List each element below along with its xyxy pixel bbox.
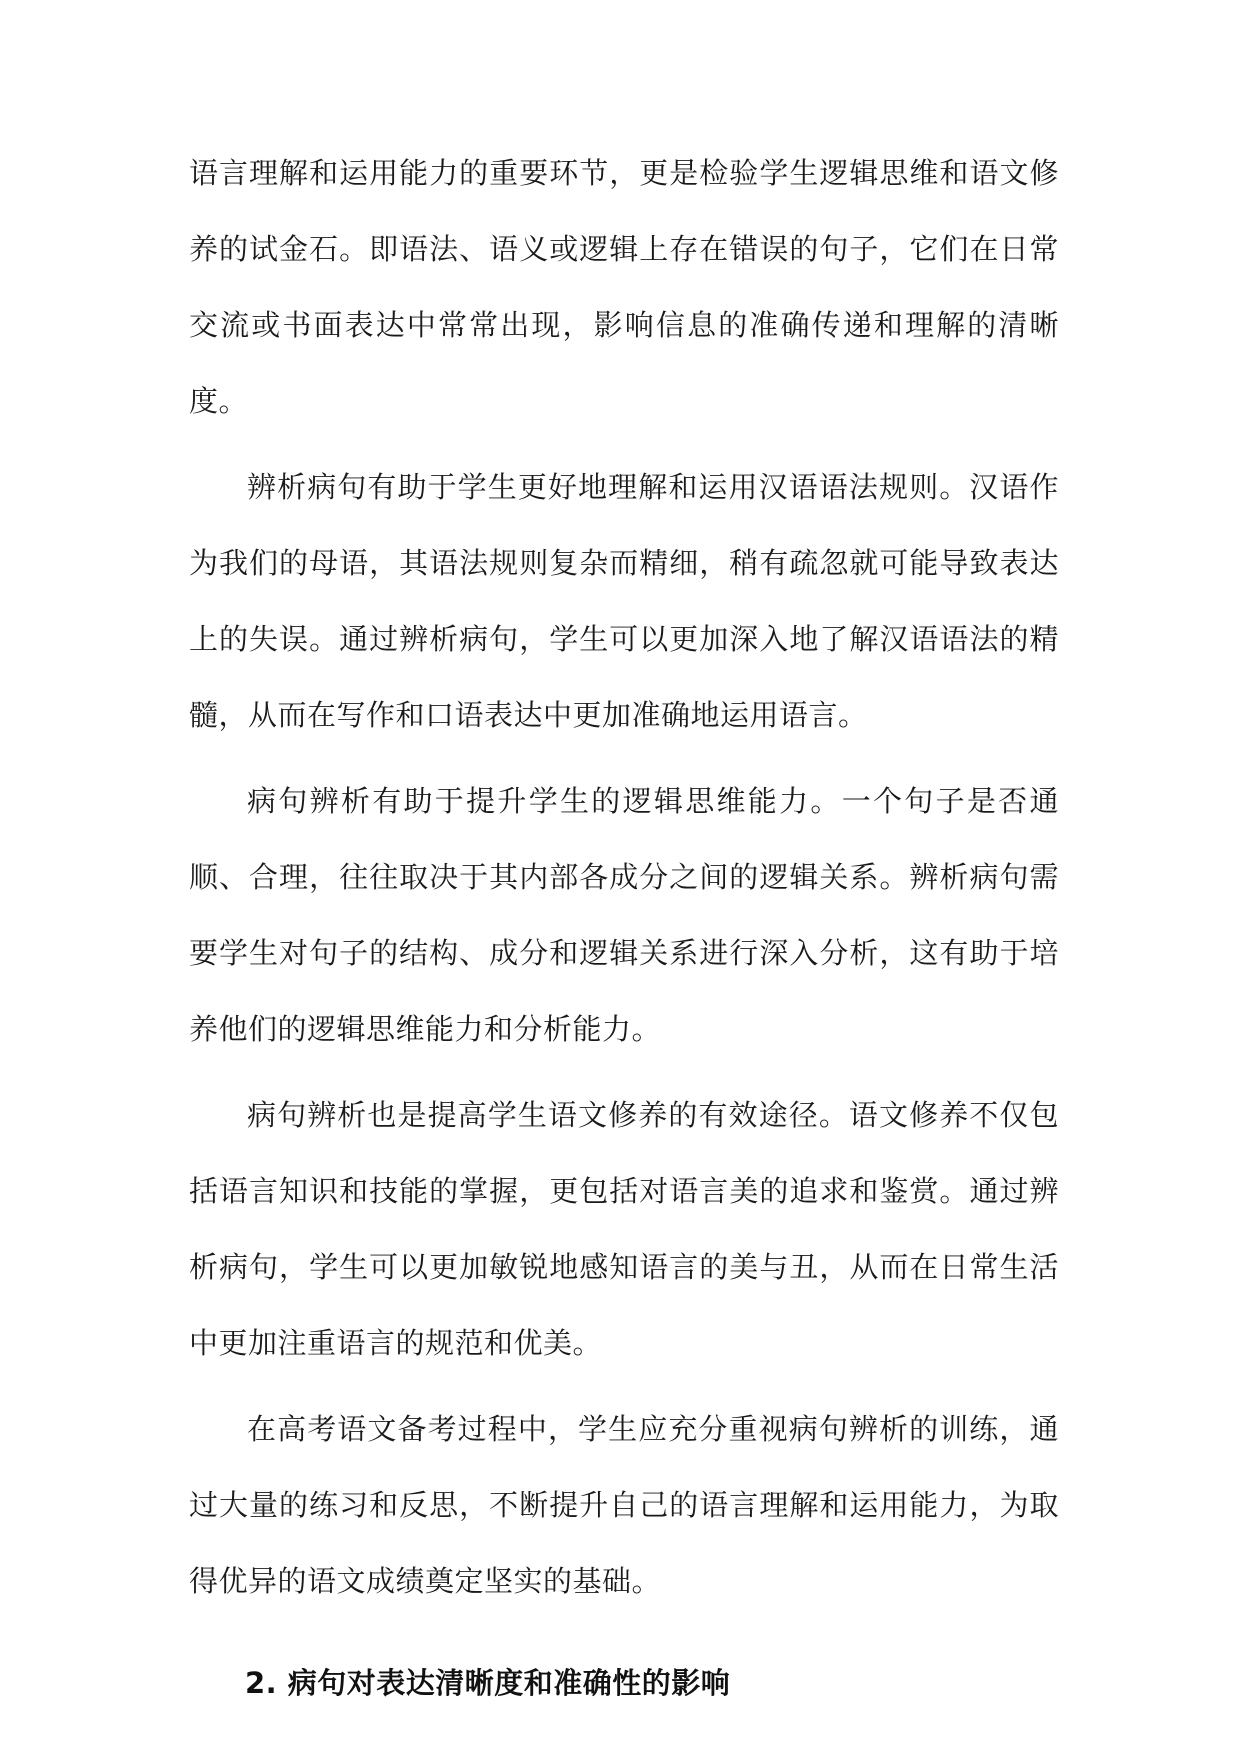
paragraph-continuation: 语言理解和运用能力的重要环节，更是检验学生逻辑思维和语文修养的试金石。即语法、语义或逻辑上存在错误的句子，它们在日常交流或书面表达中常常出现，影响信息的准确传递和理解的清晰度。 xyxy=(189,156,1059,418)
paragraph-grammar-rules: 辨析病句有助于学生更好地理解和运用汉语语法规则。汉语作为我们的母语，其语法规则复杂而精细，稍有疏忽就可能导致表达上的失误。通过辨析病句，学生可以更加深入地了解汉语语法的精髓，从而在写作和口语表达中更加准确地运用语言。 xyxy=(189,470,1059,732)
paragraph-logical-thinking: 病句辨析有助于提升学生的逻辑思维能力。一个句子是否通顺、合理，往往取决于其内部各成分之间的逻辑关系。辨析病句需要学生对句子的结构、成分和逻辑关系进行深入分析，这有助于培养他们的逻辑思维能力和分析能力。 xyxy=(189,784,1059,1046)
section-heading: 2. 病句对表达清晰度和准确性的影响 xyxy=(245,1666,731,1700)
paragraph-literacy: 病句辨析也是提高学生语文修养的有效途径。语文修养不仅包括语言知识和技能的掌握，更包括对语言美的追求和鉴赏。通过辨析病句，学生可以更加敏锐地感知语言的美与丑，从而在日常生活中更加注重语言的规范和优美。 xyxy=(189,1098,1059,1360)
paragraph-exam-prep: 在高考语文备考过程中，学生应充分重视病句辨析的训练，通过大量的练习和反思，不断提升自己的语言理解和运用能力，为取得优异的语文成绩奠定坚实的基础。 xyxy=(189,1412,1059,1598)
document-body xyxy=(189,135,1059,1721)
